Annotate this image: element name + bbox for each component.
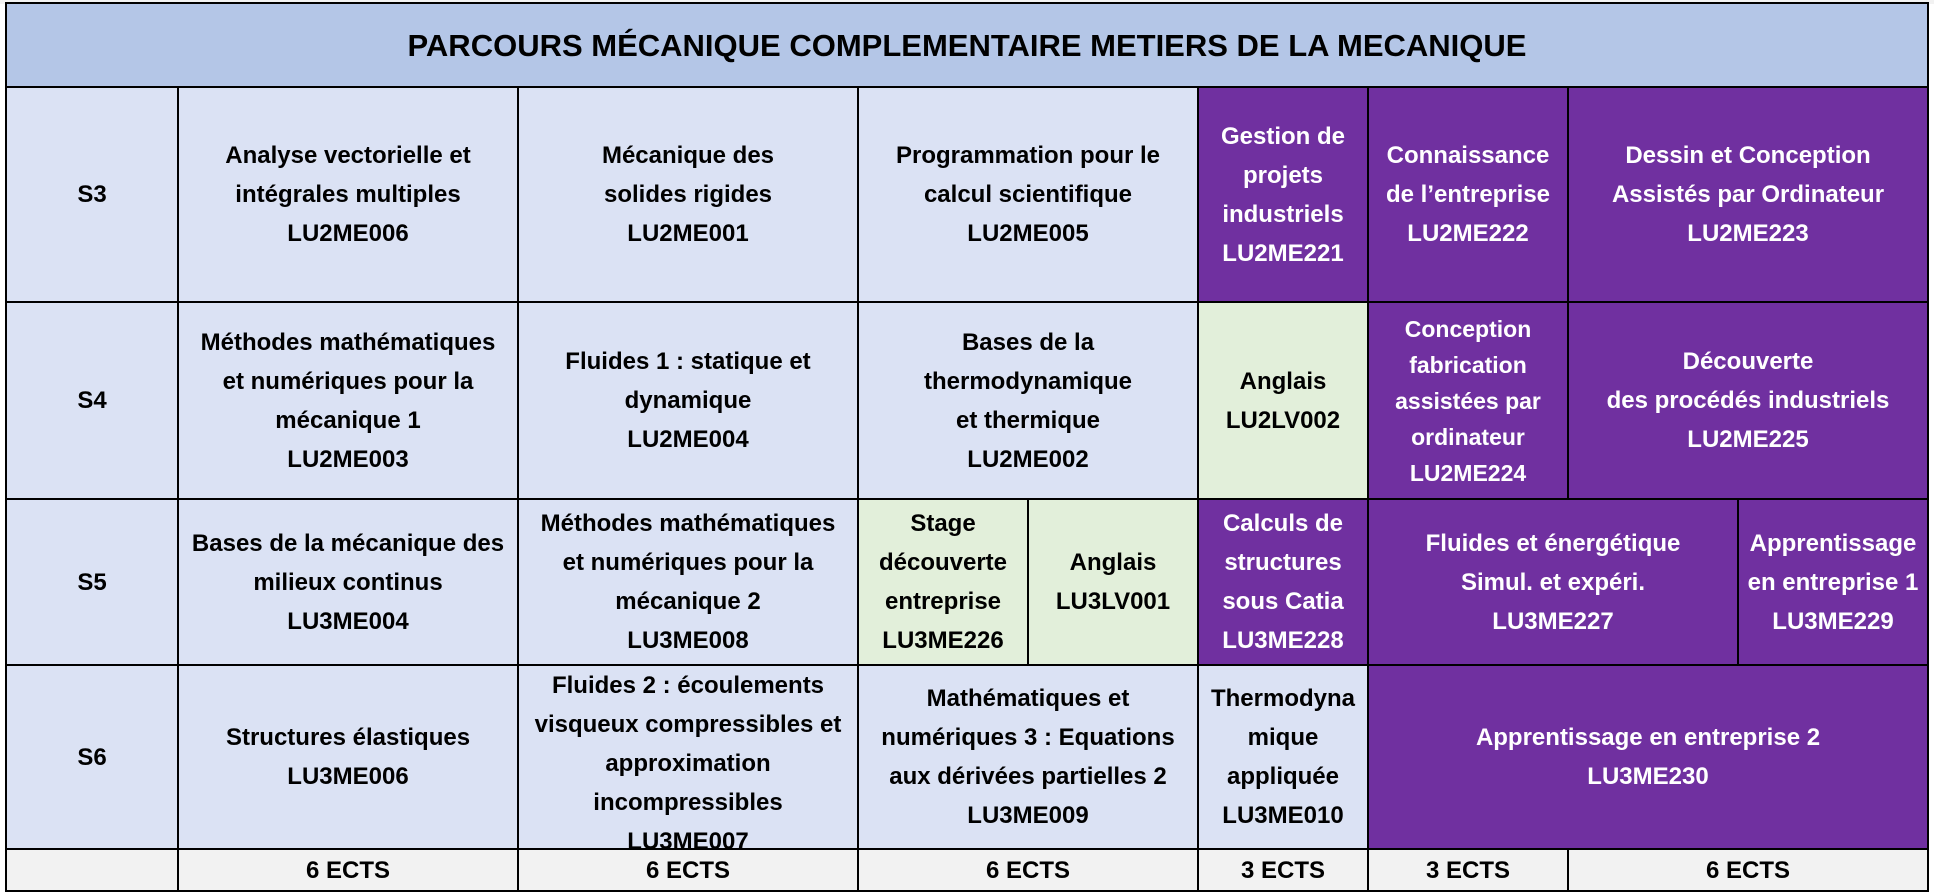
- course-line: fabrication: [1409, 351, 1527, 378]
- course-line: Structures élastiques: [225, 724, 471, 751]
- ects-c4: [1197, 848, 1369, 892]
- course-line: Programmation pour le: [895, 142, 1161, 169]
- course-line: Mécanique des: [601, 142, 775, 169]
- course-line: Découverte: [1682, 348, 1814, 375]
- course-code: LU2ME005: [967, 220, 1089, 247]
- course-line: structures: [1224, 549, 1342, 576]
- course-line: thermodynamique: [923, 367, 1133, 395]
- course-line: Fluides 2 : écoulements: [551, 672, 825, 699]
- course-s5-c3b: [1027, 498, 1199, 666]
- course-line: solides rigides: [603, 181, 773, 208]
- course-line: milieux continus: [253, 568, 443, 596]
- course-code: LU2ME006: [287, 220, 409, 247]
- course-line: et thermique: [955, 406, 1101, 434]
- course-line: ordinateur: [1411, 423, 1525, 450]
- ects-c5: [1367, 848, 1569, 892]
- course-line: Thermodyna: [1210, 685, 1356, 712]
- course-code: LU3ME004: [287, 607, 409, 635]
- course-code: LU3ME228: [1222, 627, 1344, 654]
- course-s4-c6: [1567, 301, 1929, 500]
- course-s6-c3: [857, 664, 1199, 850]
- course-line: Stage: [910, 510, 976, 537]
- course-line: Fluides et énergétique: [1425, 529, 1681, 557]
- course-s5-c1: [177, 498, 519, 666]
- course-line: Gestion de: [1220, 122, 1346, 150]
- course-line: numériques 3 : Equations: [881, 724, 1175, 751]
- course-line: Apprentissage: [1749, 529, 1917, 557]
- course-code: LU3ME008: [627, 627, 749, 654]
- ects-c6: [1567, 848, 1929, 892]
- course-line: sous Catia: [1222, 588, 1344, 615]
- course-line: entreprise: [884, 588, 1002, 615]
- course-line: dynamique: [624, 387, 752, 414]
- course-line: calcul scientifique: [923, 181, 1133, 208]
- course-s3-c6: [1567, 86, 1929, 303]
- course-line: appliquée: [1226, 763, 1340, 790]
- course-code: LU3ME230: [1587, 763, 1709, 790]
- course-line: Apprentissage en entreprise 2: [1475, 724, 1821, 751]
- course-s3-c4: [1197, 86, 1369, 303]
- semester-s5: [5, 498, 179, 666]
- course-line: industriels: [1222, 200, 1344, 228]
- ects-label: 6 ECTS: [305, 856, 391, 884]
- course-line: Mathématiques et: [926, 685, 1130, 712]
- semester-s3: [5, 86, 179, 303]
- course-code: LU2ME221: [1222, 239, 1344, 267]
- course-line: Assistés par Ordinateur: [1611, 181, 1885, 208]
- course-line: Fluides 1 : statique et: [565, 348, 811, 375]
- course-s4-c1: [177, 301, 519, 500]
- course-s6-c5: [1367, 664, 1929, 850]
- course-line: Méthodes mathématiques: [540, 510, 836, 537]
- course-line: incompressibles: [593, 789, 783, 816]
- course-code: LU3ME226: [882, 627, 1004, 654]
- course-code: LU3ME010: [1222, 802, 1344, 829]
- course-s6-c2: [517, 664, 859, 850]
- course-line: Calculs de: [1222, 510, 1344, 537]
- course-code: LU2ME222: [1407, 220, 1529, 247]
- course-code: LU3ME229: [1772, 607, 1894, 635]
- course-s3-c5: [1367, 86, 1569, 303]
- course-line: mécanique 2: [615, 588, 761, 615]
- course-s3-c3: [857, 86, 1199, 303]
- course-s3-c1: [177, 86, 519, 303]
- course-code: LU3ME227: [1492, 607, 1614, 635]
- ects-label: 3 ECTS: [1240, 856, 1326, 884]
- course-code: LU2ME223: [1687, 220, 1809, 247]
- course-line: approximation: [605, 750, 771, 777]
- course-code: LU2ME001: [627, 220, 749, 247]
- course-line: intégrales multiples: [235, 181, 461, 208]
- course-code: LU3ME007: [627, 828, 749, 850]
- course-code: LU2ME225: [1687, 426, 1809, 453]
- ects-label: 6 ECTS: [1705, 856, 1791, 884]
- course-s5-c2: [517, 498, 859, 666]
- semester-label: S4: [77, 387, 107, 414]
- table-title: [5, 2, 1929, 88]
- course-line: Dessin et Conception: [1625, 142, 1871, 169]
- course-s6-c1: [177, 664, 519, 850]
- course-line: Analyse vectorielle et: [225, 142, 471, 169]
- course-s4-c4: [1197, 301, 1369, 500]
- course-line: aux dérivées partielles 2: [889, 763, 1167, 790]
- course-code: LU2ME224: [1409, 459, 1527, 486]
- course-s5-c4: [1197, 498, 1369, 666]
- course-s4-c2: [517, 301, 859, 500]
- semester-label: S6: [77, 743, 107, 771]
- course-s5-c6: [1737, 498, 1929, 666]
- course-line: mique: [1247, 724, 1319, 751]
- ects-c2: [517, 848, 859, 892]
- table-title-text: PARCOURS MÉCANIQUE COMPLEMENTAIRE METIERS DE LA MECANIQUE: [407, 27, 1527, 63]
- course-line: Méthodes mathématiques: [200, 328, 496, 356]
- ects-c1: [177, 848, 519, 892]
- course-line: visqueux compressibles et: [534, 711, 842, 738]
- course-code: LU2ME004: [627, 426, 749, 453]
- course-line: de l’entreprise: [1385, 181, 1551, 208]
- course-line: mécanique 1: [275, 406, 421, 434]
- ects-label: 3 ECTS: [1425, 856, 1511, 884]
- course-s5-c5: [1367, 498, 1739, 666]
- ects-empty: [5, 848, 179, 892]
- semester-label: S3: [77, 181, 107, 208]
- course-line: Simul. et expéri.: [1460, 568, 1646, 596]
- course-line: Bases de la mécanique des: [191, 529, 505, 557]
- course-line: Anglais: [1239, 367, 1327, 395]
- course-code: LU2LV002: [1225, 406, 1341, 434]
- course-line: Conception: [1404, 315, 1532, 342]
- semester-s4: [5, 301, 179, 500]
- course-code: LU3ME006: [287, 763, 409, 790]
- course-s3-c2: [517, 86, 859, 303]
- course-line: Bases de la: [961, 328, 1095, 356]
- course-s4-c3: [857, 301, 1199, 500]
- course-line: découverte: [878, 549, 1008, 576]
- ects-label: 6 ECTS: [985, 856, 1071, 884]
- course-code: LU3LV001: [1055, 588, 1171, 615]
- semester-label: S5: [77, 568, 107, 596]
- ects-label: 6 ECTS: [645, 856, 731, 884]
- course-line: et numériques pour la: [562, 549, 814, 576]
- course-s6-c4: [1197, 664, 1369, 850]
- course-s5-c3a: [857, 498, 1029, 666]
- course-line: Connaissance: [1386, 142, 1550, 169]
- course-code: LU3ME009: [967, 802, 1089, 829]
- course-line: Anglais: [1069, 549, 1157, 576]
- semester-s6: [5, 664, 179, 850]
- course-code: LU2ME002: [967, 445, 1089, 473]
- ects-c3: [857, 848, 1199, 892]
- course-code: LU2ME003: [287, 445, 409, 473]
- course-line: en entreprise 1: [1747, 568, 1919, 596]
- course-line: projets: [1242, 161, 1323, 189]
- course-line: et numériques pour la: [222, 367, 474, 395]
- course-line: assistées par: [1395, 387, 1541, 414]
- course-line: des procédés industriels: [1606, 387, 1890, 414]
- course-s4-c5: [1367, 301, 1569, 500]
